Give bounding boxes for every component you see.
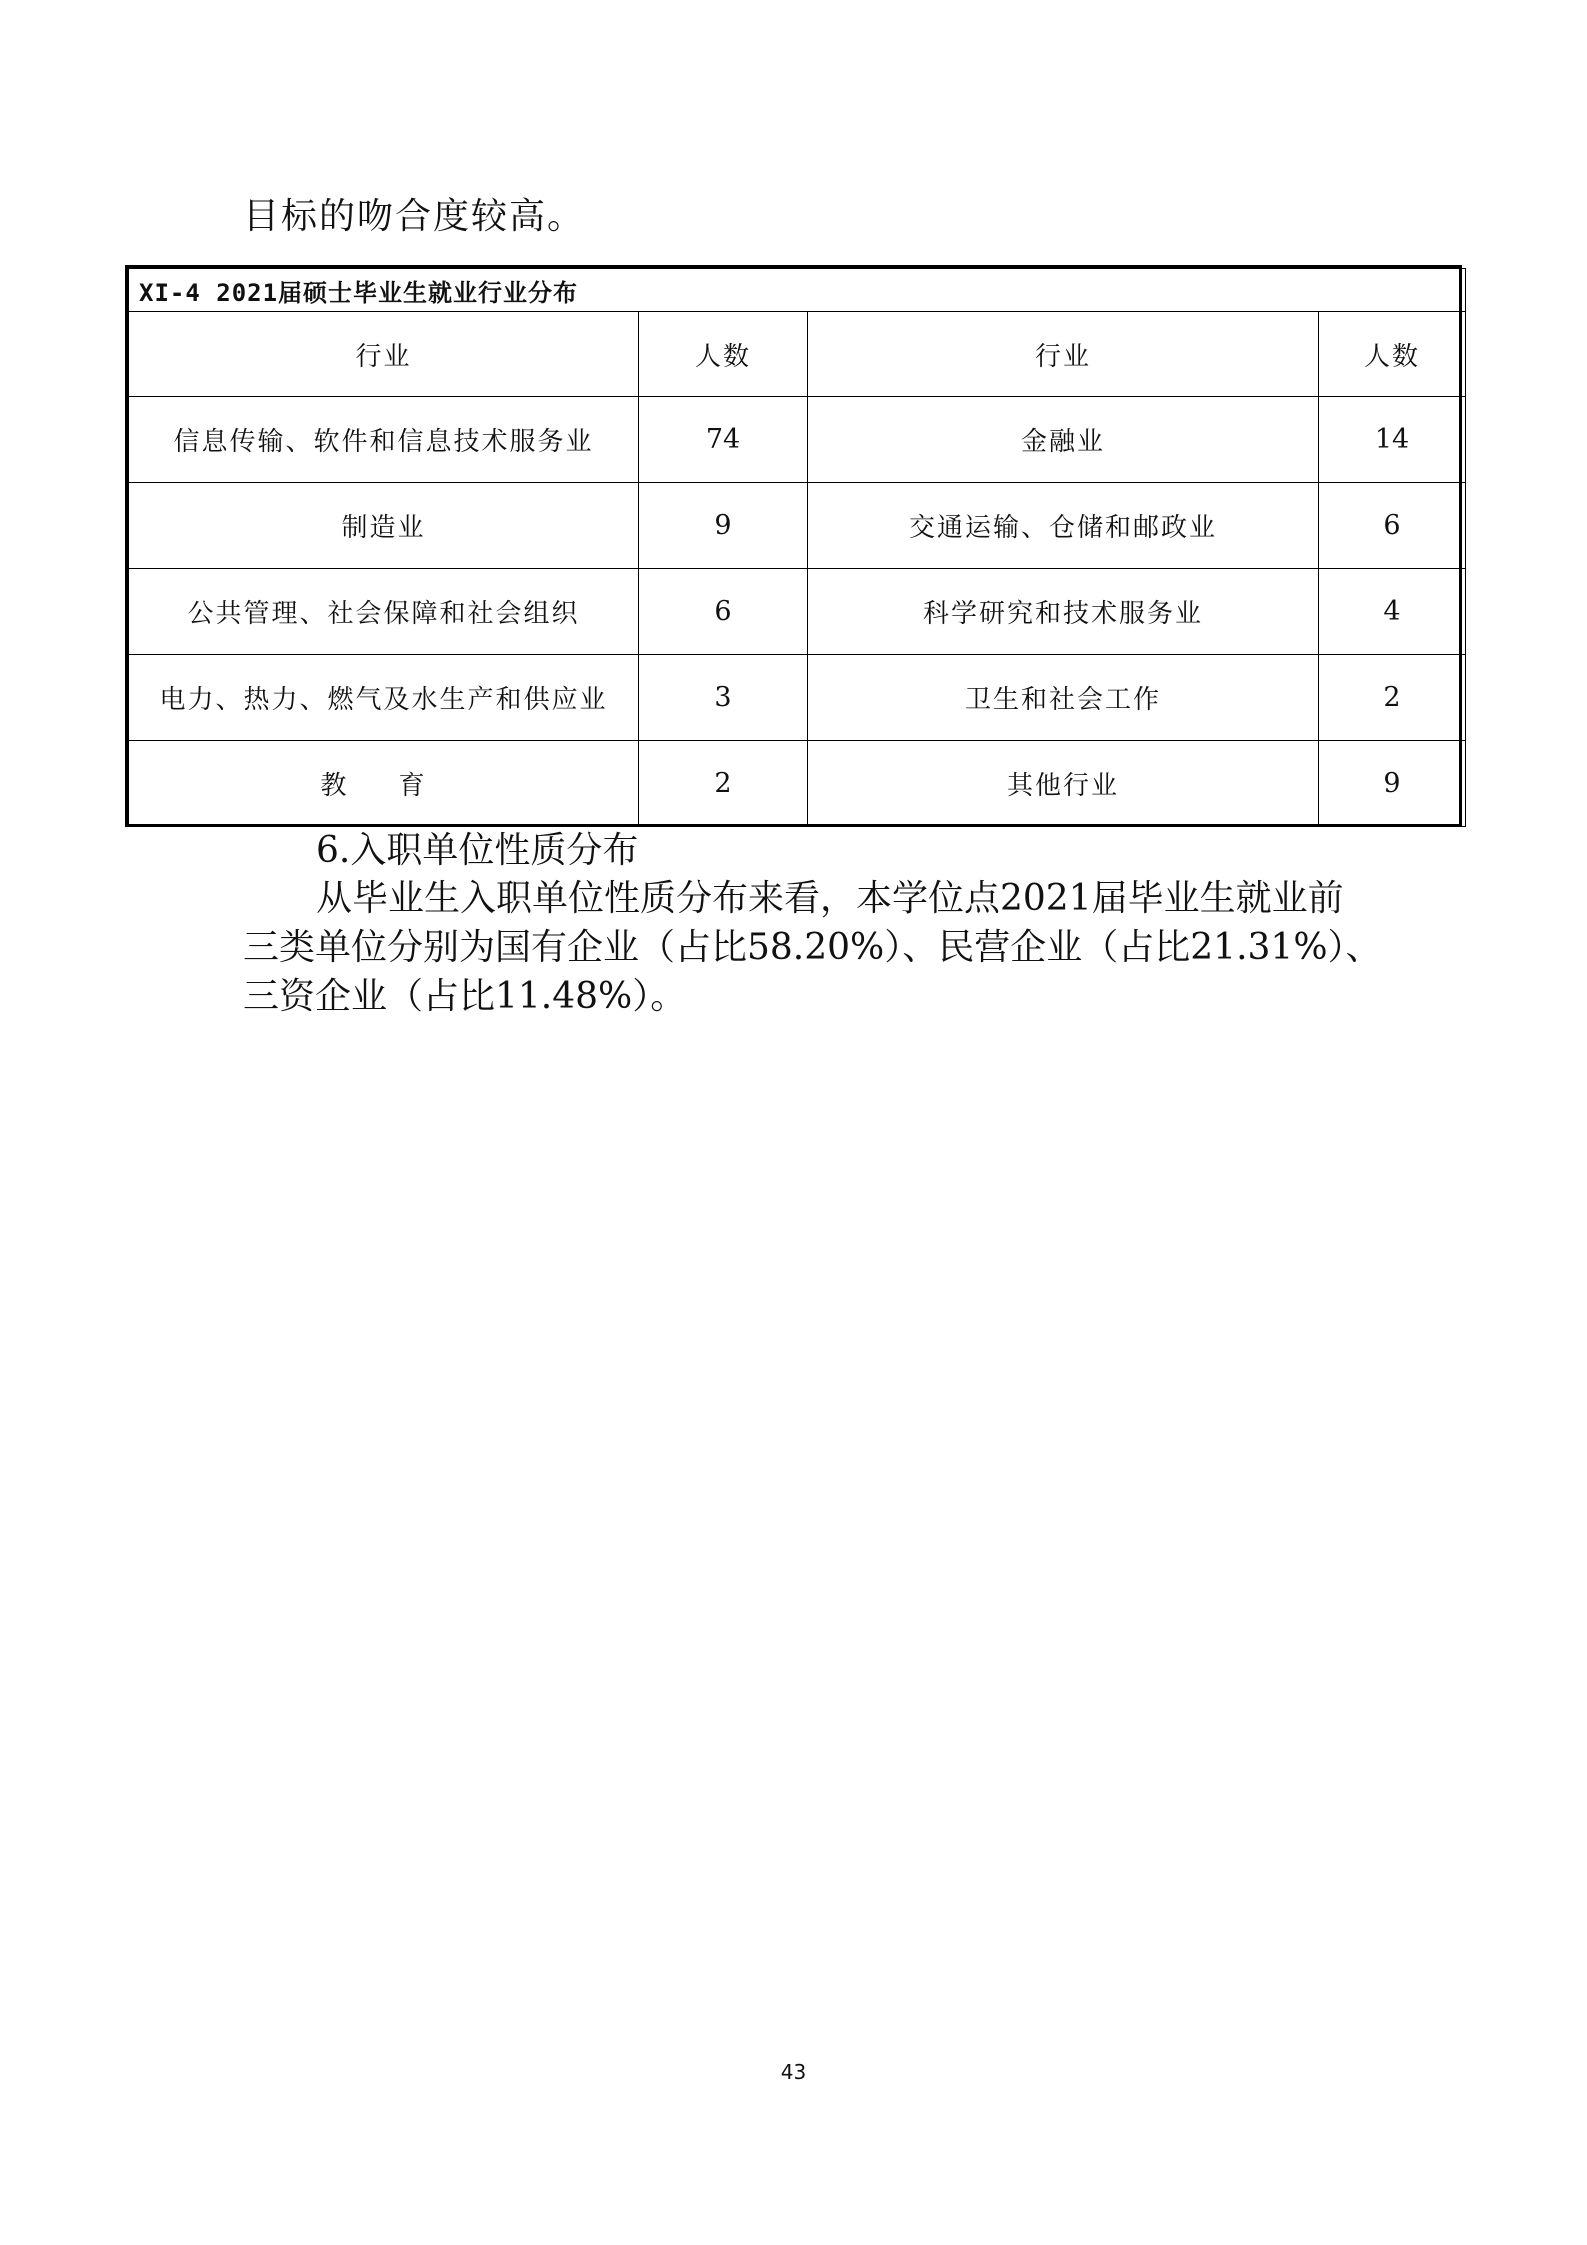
paragraph-line: 三类单位分别为国有企业（占比58.20%）、民营企业（占比21.31%）、: [243, 927, 1382, 968]
table-caption-row: [129, 269, 1466, 312]
count-cell: 14: [1319, 397, 1466, 483]
table-row: [129, 397, 1466, 483]
paragraph-line: 从毕业生入职单位性质分布来看，本学位点2021届毕业生就业前: [316, 878, 1344, 919]
count-cell: 2: [1319, 655, 1466, 741]
header-count-left: 人数: [639, 312, 808, 397]
header-industry-left: 行业: [129, 312, 639, 397]
industry-cell: 金融业: [808, 397, 1319, 483]
industry-cell: 卫生和社会工作: [808, 655, 1319, 741]
industry-cell: 公共管理、社会保障和社会组织: [129, 569, 639, 655]
section-heading: 6.入职单位性质分布: [316, 830, 639, 871]
count-cell: 2: [639, 741, 808, 827]
header-count-right: 人数: [1319, 312, 1466, 397]
page-number: 43: [780, 2060, 807, 2084]
table-row: [129, 483, 1466, 569]
industry-cell: 信息传输、软件和信息技术服务业: [129, 397, 639, 483]
table-caption: XI-4 2021届硕士毕业生就业行业分布: [129, 269, 1466, 312]
count-cell: 6: [1319, 483, 1466, 569]
count-cell: 4: [1319, 569, 1466, 655]
count-cell: 3: [639, 655, 808, 741]
industry-cell: 科学研究和技术服务业: [808, 569, 1319, 655]
industry-table: [128, 268, 1466, 827]
intro-text: 目标的吻合度较高。: [243, 196, 586, 237]
industry-cell: 教 育: [129, 741, 639, 827]
industry-cell: 交通运输、仓储和邮政业: [808, 483, 1319, 569]
table-row: [129, 655, 1466, 741]
count-cell: 74: [639, 397, 808, 483]
table-row: [129, 569, 1466, 655]
count-cell: 9: [1319, 741, 1466, 827]
industry-distribution-table: [125, 265, 1462, 827]
table-header-row: [129, 312, 1466, 397]
industry-cell: 其他行业: [808, 741, 1319, 827]
paragraph-line: 三资企业（占比11.48%）。: [243, 976, 687, 1017]
count-cell: 6: [639, 569, 808, 655]
count-cell: 9: [639, 483, 808, 569]
industry-cell: 制造业: [129, 483, 639, 569]
table-row: [129, 741, 1466, 827]
header-industry-right: 行业: [808, 312, 1319, 397]
industry-cell: 电力、热力、燃气及水生产和供应业: [129, 655, 639, 741]
